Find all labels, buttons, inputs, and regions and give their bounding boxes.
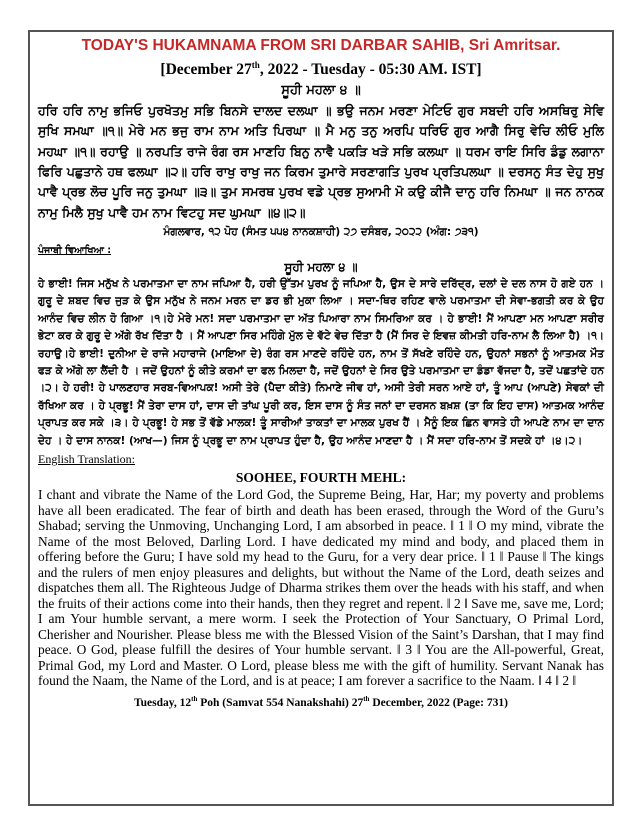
footer-sup-1: th [191,694,198,703]
gurbani-text: ਹਰਿ ਹਰਿ ਨਾਮੁ ਭਜਿਓ ਪੁਰਖੋਤਮੁ ਸਭਿ ਬਿਨਸੇ ਦਾਲਦ ਦਲਘਾ ॥ ਭਉ ਜਨਮ ਮਰਣਾ ਮੇਟਿਓ ਗੁਰ ਸਬਦੀ ਹਰਿ ਅਸਥਿਰੁ ਸੇਵਿ ਸੁਖਿ ਸਮਘਾ ॥੧॥ ਮੇਰੇ ਮਨ ਭਜੁ ਰਾਮ ਨਾਮ ਅਤਿ ਪਿਰਘਾ ॥ ਮੈ ਮਨੁ ਤਨੁ ਅਰਪਿ ਧਰਿਓ ਗੁਰ ਆਗੈ ਸਿਰੁ ਵੇਚਿ ਲੀਓ ਮੁਲਿ ਮਹਘਾ ॥੧॥ ਰਹਾਉ ॥ ਨਰਪਤਿ ਰਾਜੇ ਰੰਗ ਰਸ ਮਾਣਹਿ ਬਿਨੁ ਨਾਵੈ ਪਕੜਿ ਖੜੇ ਸਭਿ ਕਲਘਾ ॥ ਧਰਮ ਰਾਇ ਸਿਰਿ ਡੰਡੁ ਲਗਾਨਾ ਫਿਰਿ ਪਛੁਤਾਨੇ ਹਥ ਫਲਘਾ ॥੨॥ ਹਰਿ ਰਾਖੁ ਰਾਖੁ ਜਨ ਕਿਰਮ ਤੁਮਾਰੇ ਸਰਣਾਗਤਿ ਪੁਰਖ ਪ੍ਰਤਿਪਲਘਾ ॥ ਦਰਸਨੁ ਸੰਤ ਦੇਹੁ ਸੁਖੁ ਪਾਵੈ ਪ੍ਰਭ ਲੋਚ ਪੂਰਿ ਜਨੁ ਤੁਮਘਾ ॥੩॥ ਤੁਮ ਸਮਰਥ ਪੁਰਖ ਵਡੇ ਪ੍ਰਭ ਸੁਆਮੀ ਮੋ ਕਉ ਕੀਜੈ ਦਾਨੁ ਹਰਿ ਨਿਮਘਾ ॥ ਜਨ ਨਾਨਕ ਨਾਮੁ ਮਿਲੈ ਸੁਖੁ ਪਾਵੈ ਹਮ ਨਾਮ ਵਿਟਹੁ ਸਦ ਘੁਮਘਾ ॥੪॥੨॥ [38,103,604,220]
english-text: I chant and vibrate the Name of the Lord God, the Supreme Being, Har, Har; my poverty and problems have all been eradicated. The fear of birth and death has been erased, through the Word of the Guru’s Shabad; serving the Unmoving, Unchanging Lord, I am absorbed in peace. ‖ 1 ‖ O my mind, vibrate the Name of the most Beloved, Darling Lord. I have dedicated my mind and body, and placed them in offering before the Guru; I have sold my head to the Guru, for a very dear price. ‖ 1 ‖ Pause ‖ The kings and the rulers of men enjoy pleasures and delights, but without the Name of the Lord, death seizes and dispatches them all. The Righteous Judge of Dharma strikes them over the heads with his staff, and when the fruits of their actions come into their hands, then they regret and repent. ‖ 2 ‖ Save me, save me, Lord; I am Your humble servant, a mere worm. I seek the Protection of Your Sanctuary, O Primal Lord, Cherisher and Nourisher. Please bless me with the Blessed Vision of the Saint’s Darshan, that I may find peace. O God, please fulfill the desires of Your humble servant. ‖ 3 ‖ You are the All-powerful, Great, Primal God, my Lord and Master. O Lord, please bless me with the gift of humility. Servant Nanak has found the Naam, the Name of the Lord, and is at peace; I am forever a sacrifice to the Naam. ‖ 4 ‖ 2 ‖ [38,487,604,688]
footer-part-2: Poh (Samvat 554 Nanakshahi) 27 [197,696,364,709]
footer-date-line [38,691,604,712]
page-title: TODAY'S HUKAMNAMA FROM SRI DARBAR SAHIB, Sri Amritsar. [81,37,561,54]
page-date-line [38,55,604,80]
gurbani-date-line: ਮੰਗਲਵਾਰ, ੧੨ ਪੋਹ (ਸੰਮਤ ੫੫੪ ਨਾਨਕਸ਼ਾਹੀ) ੨੭ ਦਸੰਬਰ, ੨੦੨੨ (ਅੰਗ: ੭੩੧) [163,225,479,238]
vyakhya-heading: ਸੂਹੀ ਮਹਲਾ ੪ ॥ [284,259,358,274]
footer-sup-2: th [363,694,370,703]
english-translation-label: English Translation: [38,452,136,466]
footer-part-1: Tuesday, 12 [134,696,192,709]
english-heading: SOOHEE, FOURTH MEHL: [235,470,407,485]
gurbani-heading: ਸੂਹੀ ਮਹਲਾ ੪ ॥ [281,83,361,99]
footer-part-3: December, 2022 (Page: 731) [369,696,508,709]
date-rest: , 2022 - Tuesday - 05:30 AM. IST] [259,61,482,79]
punjabi-vyakhya-label: ਪੰਜਾਬੀ ਵਿਆਖਿਆ : [38,244,112,256]
date-open: [December 27 [160,61,252,79]
hukamnama-page [28,30,614,806]
date-suffix: th [251,60,260,70]
vyakhya-text: ਹੇ ਭਾਈ! ਜਿਸ ਮਨੁੱਖ ਨੇ ਪਰਮਾਤਮਾ ਦਾ ਨਾਮ ਜਪਿਆ ਹੈ, ਹਰੀ ਉੱਤਮ ਪੁਰਖ ਨੂੰ ਜਪਿਆ ਹੈ, ਉਸ ਦੇ ਸਾਰੇ ਦਰਿੱਦ੍ਰ, ਦਲਾਂ ਦੇ ਦਲ ਨਾਸ ਹੋ ਗਏ ਹਨ । ਗੁਰੂ ਦੇ ਸ਼ਬਦ ਵਿਚ ਜੁੜ ਕੇ ਉਸ ਮਨੁੱਖ ਨੇ ਜਨਮ ਮਰਨ ਦਾ ਡਰ ਭੀ ਮੁਕਾ ਲਿਆ । ਸਦਾ-ਥਿਰ ਰਹਿਣ ਵਾਲੇ ਪਰਮਾਤਮਾ ਦੀ ਸੇਵਾ-ਭਗਤੀ ਕਰ ਕੇ ਉਹ ਆਨੰਦ ਵਿਚ ਲੀਨ ਹੋ ਗਿਆ ।੧।ਹੇ ਮੇਰੇ ਮਨ! ਸਦਾ ਪਰਮਾਤਮਾ ਦਾ ਅੱਤ ਪਿਆਰਾ ਨਾਮ ਸਿਮਰਿਆ ਕਰ । ਹੇ ਭਾਈ! ਮੈਂ ਆਪਣਾ ਮਨ ਆਪਣਾ ਸਰੀਰ ਭੇਟਾ ਕਰ ਕੇ ਗੁਰੂ ਦੇ ਅੱਗੇ ਰੱਖ ਦਿੱਤਾ ਹੈ । ਮੈਂ ਆਪਣਾ ਸਿਰ ਮਹਿੰਗੇ ਮੁੱਲ ਦੇ ਵੱਟੇ ਵੇਚ ਦਿੱਤਾ ਹੈ (ਮੈਂ ਸਿਰ ਦੇ ਇਵਜ਼ ਕੀਮਤੀ ਹਰਿ-ਨਾਮ ਲੈ ਲਿਆ ਹੈ) ।੧।ਰਹਾਉ।ਹੇ ਭਾਈ! ਦੁਨੀਆ ਦੇ ਰਾਜੇ ਮਹਾਰਾਜੇ (ਮਾਇਆ ਦੇ) ਰੰਗ ਰਸ ਮਾਣਦੇ ਰਹਿੰਦੇ ਹਨ, ਨਾਮ ਤੋਂ ਸੱਖਣੇ ਰਹਿੰਦੇ ਹਨ, ਉਹਨਾਂ ਸਭਨਾਂ ਨੂੰ ਆਤਮਕ ਮੌਤ ਫੜ ਕੇ ਅੱਗੇ ਲਾ ਲੈਂਦੀ ਹੈ । ਜਦੋਂ ਉਹਨਾਂ ਨੂੰ ਕੀਤੇ ਕਰਮਾਂ ਦਾ ਫਲ ਮਿਲਦਾ ਹੈ, ਜਦੋਂ ਉਹਨਾਂ ਦੇ ਸਿਰ ਉਤੇ ਪਰਮਾਤਮਾ ਦਾ ਡੰਡਾ ਵੱਜਦਾ ਹੈ, ਤਦੋਂ ਪਛਤਾਂਦੇ ਹਨ ।੨। ਹੇ ਹਰੀ! ਹੇ ਪਾਲਣਹਾਰ ਸਰਬ-ਵਿਆਪਕ! ਅਸੀ ਤੇਰੇ (ਪੈਦਾ ਕੀਤੇ) ਨਿਮਾਣੇ ਜੀਵ ਹਾਂ, ਅਸੀ ਤੇਰੀ ਸਰਨ ਆਏ ਹਾਂ, ਤੂੰ ਆਪ (ਆਪਣੇ) ਸੇਵਕਾਂ ਦੀ ਰੱਖਿਆ ਕਰ । ਹੇ ਪ੍ਰਭੂ! ਮੈਂ ਤੇਰਾ ਦਾਸ ਹਾਂ, ਦਾਸ ਦੀ ਤਾਂਘ ਪੂਰੀ ਕਰ, ਇਸ ਦਾਸ ਨੂੰ ਸੰਤ ਜਨਾਂ ਦਾ ਦਰਸਨ ਬਖ਼ਸ਼ (ਤਾ ਕਿ ਇਹ ਦਾਸ) ਆਤਮਕ ਆਨੰਦ ਪ੍ਰਾਪਤ ਕਰ ਸਕੇ ।੩। ਹੇ ਪ੍ਰਭੂ! ਹੇ ਸਭ ਤੋਂ ਵੱਡੇ ਮਾਲਕ! ਤੂੰ ਸਾਰੀਆਂ ਤਾਕਤਾਂ ਦਾ ਮਾਲਕ ਪੁਰਖ ਹੈਂ । ਮੈਨੂੰ ਇਕ ਛਿਨ ਵਾਸਤੇ ਹੀ ਆਪਣੇ ਨਾਮ ਦਾ ਦਾਨ ਦੇਹ । ਹੇ ਦਾਸ ਨਾਨਕ! (ਆਖ—) ਜਿਸ ਨੂੰ ਪ੍ਰਭੂ ਦਾ ਨਾਮ ਪ੍ਰਾਪਤ ਹੁੰਦਾ ਹੈ, ਉਹ ਆਨੰਦ ਮਾਣਦਾ ਹੈ । ਮੈਂ ਸਦਾ ਹਰਿ-ਨਾਮ ਤੋਂ ਸਦਕੇ ਹਾਂ ।੪।੨। [38,277,604,447]
